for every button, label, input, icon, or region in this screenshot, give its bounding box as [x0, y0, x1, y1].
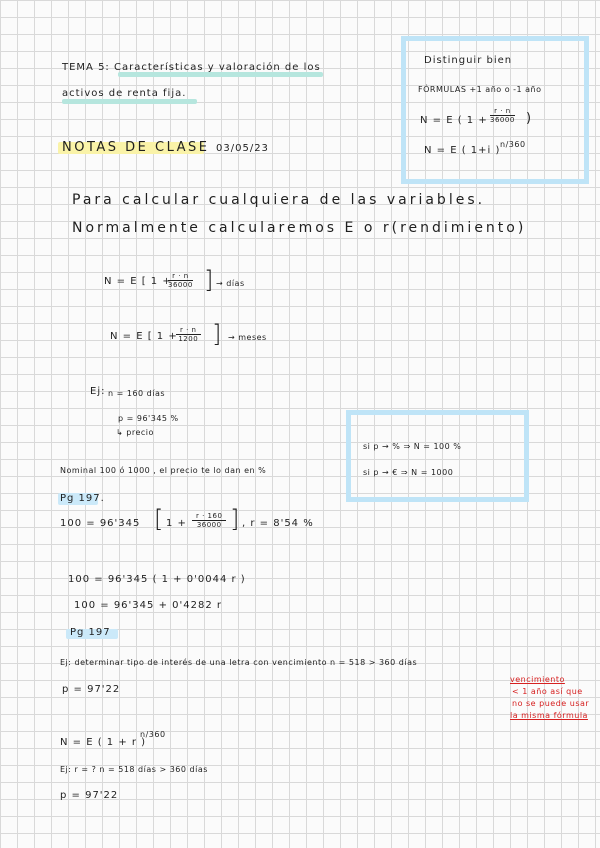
eq1-inner: 1 +	[166, 518, 187, 529]
formula-box-f1-num: r · n	[490, 107, 515, 116]
intro-line-2: Normalmente calcularemos E o r(rendimiento)	[72, 220, 527, 236]
example2-p-value: p = 97'22	[62, 684, 121, 695]
months-note: → meses	[228, 333, 267, 342]
example1-n: n = 160 días	[108, 389, 166, 398]
eq1-bracket-open: [	[154, 505, 164, 533]
formula-box-f1-fraction	[490, 107, 515, 124]
days-fraction	[168, 272, 193, 289]
eq1-bracket-close: ]	[230, 505, 240, 533]
red-note-2: < 1 año así que	[512, 687, 583, 696]
formula-box-f1-left: N = E ( 1 +	[420, 115, 488, 126]
eq3: 100 = 96'345 + 0'4282 r	[74, 600, 222, 611]
red-note-4: la misma fórmula	[510, 711, 588, 720]
example2-ej-line: Ej: r = ? n = 518 días > 360 días	[60, 765, 208, 774]
days-fraction-den: 36000	[168, 281, 193, 289]
formula-box-title: Distinguir bien	[424, 55, 513, 66]
formula-box-f1-den: 36000	[490, 116, 515, 124]
notes-date: 03/05/23	[216, 143, 269, 154]
eq1-fraction	[192, 512, 226, 529]
example2-formula: N = E ( 1 + r )	[60, 737, 147, 748]
months-fraction-num: r · n	[176, 326, 201, 335]
eq1-left: 100 = 96'345	[60, 518, 141, 529]
page-ref-2: Pg 197	[70, 627, 111, 638]
si-line-1: si p → % ⇒ N = 100 %	[363, 442, 462, 451]
eq1-fraction-num: r · 160	[192, 512, 226, 521]
days-bracket-close: ]	[204, 266, 214, 294]
example1-p-note: ↳ precio	[116, 428, 154, 437]
nominal-note: Nominal 100 ó 1000 , el precio te lo dan en %	[60, 466, 267, 475]
eq1-result: , r = 8'54 %	[242, 518, 314, 529]
page-ref-1: Pg 197.	[60, 493, 105, 504]
topic-line-2: activos de renta fija.	[62, 88, 187, 99]
months-bracket-close: ]	[212, 320, 222, 348]
red-note-3: no se puede usar	[512, 699, 590, 708]
example1-label: Ej:	[90, 386, 106, 397]
eq1-fraction-den: 36000	[196, 521, 222, 529]
example2-formula-exp: n/360	[140, 730, 166, 739]
days-formula-left: N = E [ 1 +	[104, 276, 172, 287]
example2-statement: Ej: determinar tipo de interés de una letra con vencimiento n = 518 > 360 días	[60, 658, 418, 667]
si-line-2: si p → € ⇒ N = 1000	[363, 468, 454, 477]
formula-box-f2: N = E ( 1+i )	[424, 145, 501, 156]
topic-line-1: TEMA 5: Características y valoración de los	[62, 62, 321, 73]
example2-p-line: p = 97'22	[60, 790, 119, 801]
example1-p: p = 96'345 %	[118, 414, 179, 423]
intro-line-1: Para calcular cualquiera de las variables.	[72, 192, 486, 208]
months-fraction	[176, 326, 201, 343]
months-formula-left: N = E [ 1 +	[110, 331, 178, 342]
si-box	[346, 410, 529, 502]
formula-box-f2-exp: n/360	[500, 140, 526, 149]
formula-box-f1-right: )	[526, 111, 534, 126]
months-fraction-den: 1200	[178, 335, 199, 343]
days-fraction-num: r · n	[168, 272, 193, 281]
notes-label: NOTAS DE CLASE	[62, 140, 210, 155]
days-note: → días	[216, 279, 245, 288]
topic-highlight-2	[62, 99, 197, 104]
eq2: 100 = 96'345 ( 1 + 0'0044 r )	[68, 574, 246, 585]
red-note-1: vencimiento	[510, 675, 565, 684]
formula-box-subtitle: FÓRMULAS +1 año o -1 año	[418, 85, 542, 94]
formula-box	[401, 36, 589, 184]
